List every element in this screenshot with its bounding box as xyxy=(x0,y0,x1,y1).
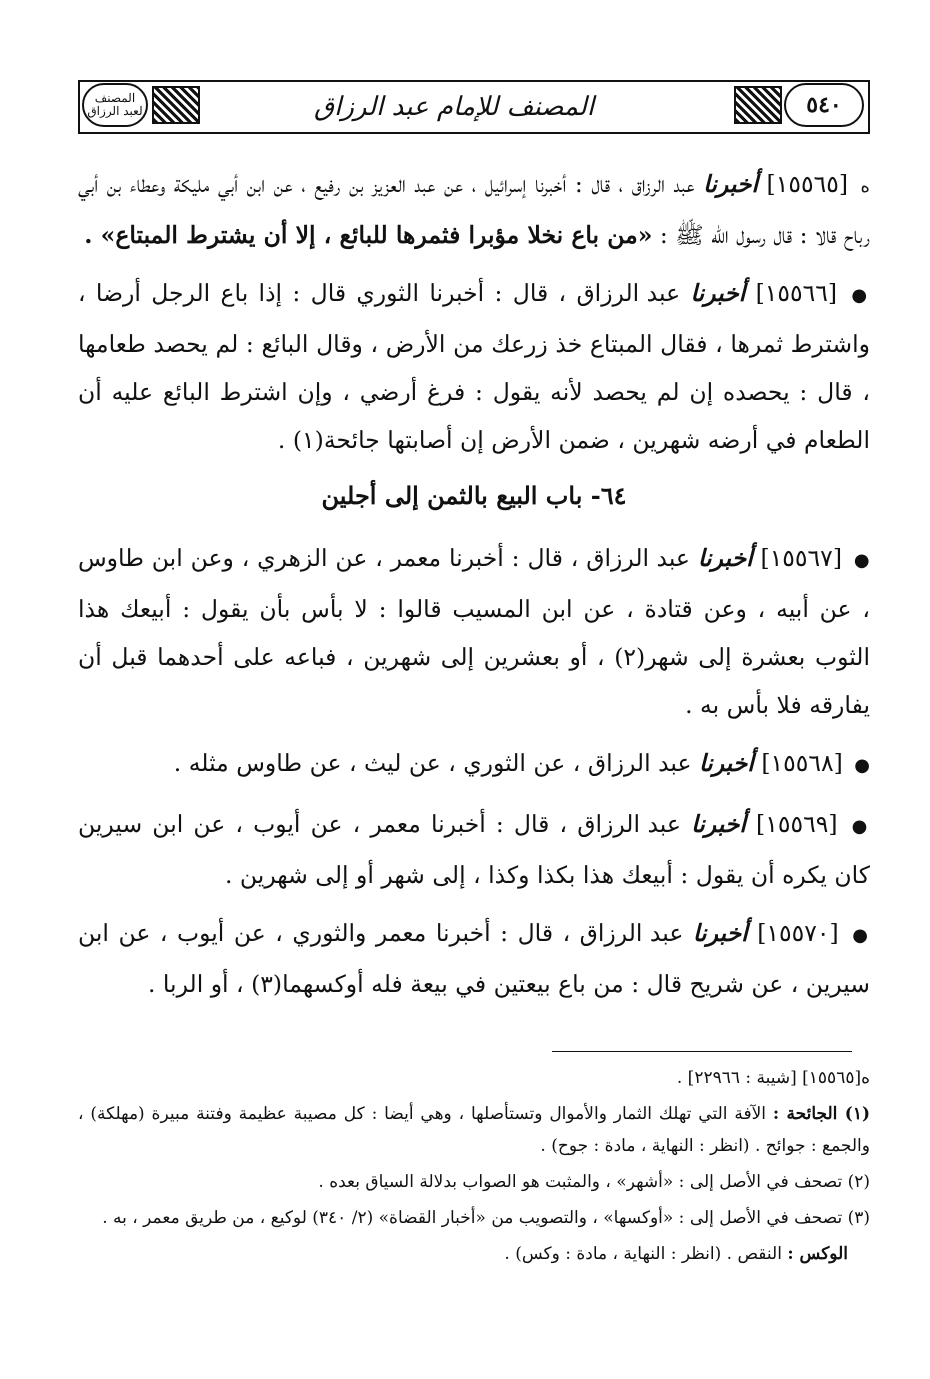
main-text xyxy=(78,160,870,1018)
paragraph-marker: ه xyxy=(860,176,870,197)
hadith-15566 xyxy=(78,269,870,464)
hadith-number: [١٥٥٦٦] xyxy=(755,279,838,307)
hadith-15569 xyxy=(78,800,870,899)
hadith-text: عبد الرزاق ، عن الثوري ، عن ليث ، عن طاوس مثله . xyxy=(173,749,692,777)
hadith-15568 xyxy=(78,739,870,790)
footnote-3: (٣) تصحف في الأصل إلى : «أوكسها» ، والتصويب من «أخبار القضاة» (٢/ ٣٤٠) لوكيع ، من طريق معمر ، به . xyxy=(102,1208,870,1228)
footnote-3-gloss xyxy=(78,1238,870,1270)
hadith-text: عبد الرزاق ، قال : أخبرنا معمر ، عن الزهري ، وعن ابن طاوس ، عن أبيه ، وعن قتادة ، عن ابن المسيب قالوا : لا بأس بأن يقول : أبيعك هذا الثوب بعشرة إلى شهر(٢) ، أو بعشرين إلى شهرين ، فباعه على أحدهما قبل أن يفارقه فلا بأس به . xyxy=(78,544,870,719)
ornament-left xyxy=(152,86,200,124)
chapter-heading: ٦٤- باب البيع بالثمن إلى أجلين xyxy=(321,481,627,510)
paragraph-marker: ● xyxy=(851,285,870,306)
hadith-text: عبد الرزاق ، قال : أخبرنا معمر والثوري ، عن أيوب ، عن ابن سيرين ، عن شريح قال : من باع بيعتين في بيعة فله أوكسهما(٣) ، أو الربا . xyxy=(78,919,870,998)
narration-word: أخبرنا xyxy=(703,170,758,198)
footnote-divider xyxy=(552,1051,852,1052)
footnote-1-label: (١) الجائحة : xyxy=(772,1104,871,1124)
footnotes xyxy=(78,1062,870,1274)
prophetic-saying: «من باع نخلا مؤبرا فثمرها للبائع ، إلا أن يشترط المبتاع» . xyxy=(84,221,653,249)
footnote-2: (٢) تصحف في الأصل إلى : «أشهر» ، والمثبت هو الصواب بدلالة السياق بعده . xyxy=(318,1172,870,1192)
book-badge: المصنف لعبد الرزاق xyxy=(82,83,148,127)
hadith-text: عبد الرزاق ، قال : أخبرنا الثوري قال : إذا باع الرجل أرضا ، واشترط ثمرها ، فقال المبتاع خذ زرعك من الأرض ، وقال البائع : لم يحصد طعامها ، قال : يحصده إن لم يحصد لأنه يقول : فرغ أرضي ، وإن اشترط البائع عليه أن الطعام في أرضه شهرين ، ضمن الأرض إن أصابتها جائحة(١) . xyxy=(78,279,870,454)
paragraph-marker: ● xyxy=(851,816,871,837)
paragraph-marker: ● xyxy=(852,925,870,946)
footnote-takhrij: ه[١٥٥٦٥] [شيبة : ٢٢٩٦٦] . xyxy=(676,1068,870,1088)
page-header xyxy=(78,80,870,134)
narration-word: أخبرنا xyxy=(690,279,746,307)
hadith-number: [١٥٥٦٨] xyxy=(761,749,843,777)
hadith-number: [١٥٥٦٥] xyxy=(766,170,848,198)
paragraph-marker: ● xyxy=(853,550,870,571)
hadith-15567 xyxy=(78,534,870,729)
hadith-text: عبد الرزاق ، قال : أخبرنا معمر ، عن أيوب ، عن ابن سيرين كان يكره أن يقول : أبيعك هذا بكذا وكذا ، إلى شهر أو إلى شهرين . xyxy=(78,810,870,889)
narration-word: أخبرنا xyxy=(692,919,748,947)
hadith-number: [١٥٥٦٧] xyxy=(760,544,842,572)
hadith-text: عبد الرزاق ، قال : أخبرنا إسرائيل ، عن عبد العزيز بن رفيع ، عن ابن أبي مليكة وعطاء بن أبي رباح قالا : قال رسول الله ﷺ : xyxy=(78,170,870,249)
footnote-3-gloss-label: الوكس : xyxy=(787,1244,848,1264)
running-title: المصنف للإمام عبد الرزاق xyxy=(313,92,595,122)
hadith-15570 xyxy=(78,909,870,1008)
hadith-number: [١٥٥٧٠] xyxy=(757,919,839,947)
narration-word: أخبرنا xyxy=(697,544,753,572)
paragraph-marker: ● xyxy=(854,755,870,776)
footnote-1-text: الآفة التي تهلك الثمار والأموال وتستأصلها ، وهي أيضا : كل مصيبة عظيمة وفتنة مبيرة (مهلكة) ، والجمع : جوائح . (انظر : النهاية ، مادة : جوح) . xyxy=(78,1104,870,1156)
footnote-3-gloss-text: النقص . (انظر : النهاية ، مادة : وكس) . xyxy=(504,1244,782,1264)
hadith-number: [١٥٥٦٩] xyxy=(756,810,838,838)
footnote-1 xyxy=(78,1098,870,1162)
narration-word: أخبرنا xyxy=(699,749,754,777)
narration-word: أخبرنا xyxy=(691,810,746,838)
hadith-15565 xyxy=(78,160,870,259)
page-number: ٥٤٠ xyxy=(784,83,864,127)
ornament-right xyxy=(734,86,782,124)
